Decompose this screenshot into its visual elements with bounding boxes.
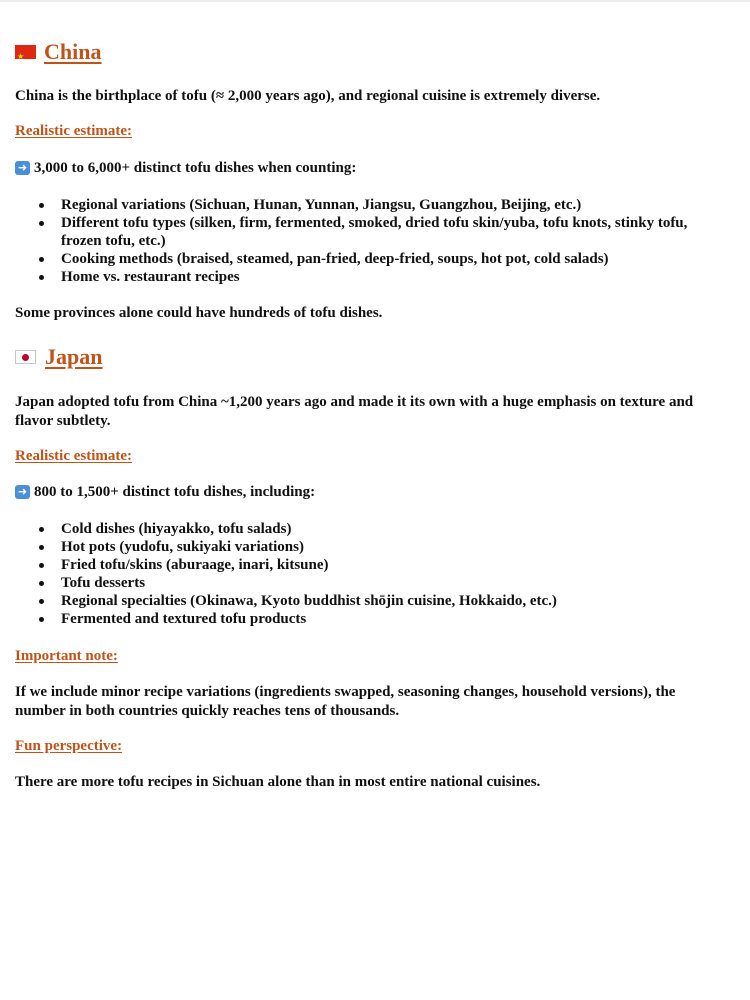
right-arrow-icon: ➜ (15, 485, 30, 499)
list-item: Home vs. restaurant recipes (15, 268, 727, 286)
china-estimate-text: 3,000 to 6,000+ distinct tofu dishes when counting: (34, 160, 357, 176)
list-item: Different tofu types (silken, firm, fermented, smoked, dried tofu skin/yuba, tofu knots, stinky tofu, frozen tofu, etc.) (15, 214, 727, 250)
japan-estimate-text: 800 to 1,500+ distinct tofu dishes, including: (34, 484, 316, 500)
list-item: Hot pots (yudofu, sukiyaki variations) (15, 538, 727, 556)
list-item: Fermented and textured tofu products (15, 610, 727, 628)
list-item: Tofu desserts (15, 574, 727, 592)
list-item: Cold dishes (hiyayakko, tofu salads) (15, 520, 727, 538)
china-estimate (15, 159, 727, 177)
right-arrow-icon: ➜ (15, 161, 30, 175)
japan-estimate-label: Realistic estimate: (15, 448, 133, 464)
important-note-label: Important note: (15, 648, 118, 664)
china-intro: China is the birthplace of tofu (≈ 2,000 years ago), and regional cuisine is extremely diverse. (15, 88, 601, 104)
china-heading (15, 38, 727, 66)
japan-bullet-list (15, 520, 727, 628)
china-closing: Some provinces alone could have hundreds of tofu dishes. (15, 305, 383, 321)
japan-estimate (15, 483, 727, 501)
japan-title: Japan (45, 344, 103, 369)
japan-heading (15, 343, 727, 371)
japan-intro: Japan adopted tofu from China ~1,200 years ago and made it its own with a huge emphasis on texture and flavor subtlety. (15, 394, 694, 429)
list-item: Regional specialties (Okinawa, Kyoto buddhist shōjin cuisine, Hokkaido, etc.) (15, 592, 727, 610)
japan-flag-icon (15, 350, 36, 364)
china-flag-icon (15, 45, 36, 59)
list-item: Regional variations (Sichuan, Hunan, Yunnan, Jiangsu, Guangzhou, Beijing, etc.) (15, 196, 727, 214)
china-title: China (44, 39, 102, 64)
list-item: Cooking methods (braised, steamed, pan-fried, deep-fried, soups, hot pot, cold salads) (15, 250, 727, 268)
top-divider (0, 0, 750, 2)
fun-perspective-text: There are more tofu recipes in Sichuan alone than in most entire national cuisines. (15, 774, 541, 790)
important-note-text: If we include minor recipe variations (ingredients swapped, seasoning changes, household versions), the number in both countries quickly reaches tens of thousands. (15, 684, 676, 719)
fun-perspective-label: Fun perspective: (15, 738, 123, 754)
china-bullet-list (15, 196, 727, 286)
list-item: Fried tofu/skins (aburaage, inari, kitsune) (15, 556, 727, 574)
china-estimate-label: Realistic estimate: (15, 123, 133, 139)
